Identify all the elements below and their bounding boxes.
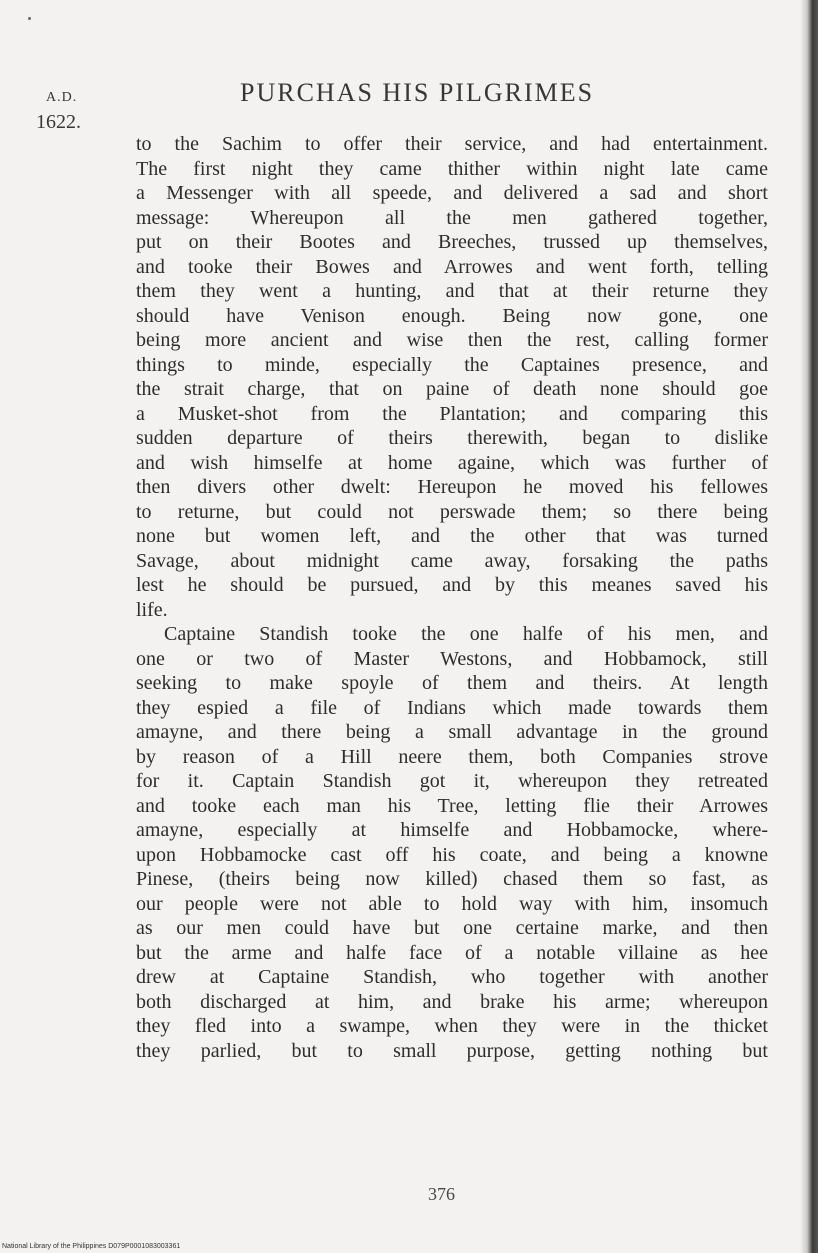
text-line: amayne, especially at himselfe and Hobbamocke, where-	[136, 819, 768, 841]
text-line: being more ancient and wise then the rest, calling former	[136, 329, 768, 351]
text-line: amayne, and there being a small advantage in the ground	[136, 721, 768, 743]
text-line: drew at Captaine Standish, who together with another	[136, 966, 768, 988]
text-line: for it. Captain Standish got it, whereupon they retreated	[136, 770, 768, 792]
text-line: message: Whereupon all the men gathered together,	[136, 206, 768, 229]
scan-footer: National Library of the Philippines D079P0001083003361	[2, 1243, 181, 1250]
text-line: then divers other dwelt: Hereupon he moved his fellowes	[136, 476, 768, 498]
text-line: Savage, about midnight came away, forsaking the paths	[136, 549, 768, 572]
text-line: them they went a hunting, and that at their returne they	[136, 280, 768, 302]
scan-edge-shadow	[800, 0, 818, 1253]
text-line: and wish himselfe at home againe, which was further of	[136, 451, 768, 474]
text-line: and tooke their Bowes and Arrowes and went forth, telling	[136, 255, 768, 278]
text-line: they parlied, but to small purpose, getting nothing but	[136, 1039, 768, 1062]
text-line: our people were not able to hold way with him, insomuch	[136, 892, 768, 915]
text-line: as our men could have but one certaine marke, and then	[136, 917, 768, 939]
text-line: should have Venison enough. Being now gone, one	[136, 304, 768, 327]
running-title: PURCHAS HIS PILGRIMES	[240, 78, 595, 107]
text-line: and tooke each man his Tree, letting flie their Arrowes	[136, 794, 768, 817]
text-line: life.	[136, 598, 168, 621]
text-line: the strait charge, that on paine of death none should goe	[136, 378, 768, 400]
text-line: none but women left, and the other that was turned	[136, 525, 768, 547]
text-line: sudden departure of theirs therewith, began to dislike	[136, 427, 768, 449]
text-line: The first night they came thither within night late came	[136, 157, 768, 180]
text-line: by reason of a Hill neere them, both Companies strove	[136, 745, 768, 768]
text-line: seeking to make spoyle of them and theirs. At length	[136, 672, 768, 694]
body-text	[136, 132, 768, 1063]
text-line: a Musket-shot from the Plantation; and comparing this	[136, 402, 768, 425]
text-line: they fled into a swampe, when they were in the thicket	[136, 1015, 768, 1037]
text-line: one or two of Master Westons, and Hobbamock, still	[136, 647, 768, 670]
text-line: Pinese, (theirs being now killed) chased them so fast, as	[136, 868, 768, 890]
text-line: things to minde, especially the Captaines presence, and	[136, 353, 768, 376]
text-line: put on their Bootes and Breeches, trussed up themselves,	[136, 231, 768, 253]
text-line: upon Hobbamocke cast off his coate, and being a knowne	[136, 843, 768, 866]
text-line: lest he should be pursued, and by this meanes saved his	[136, 574, 768, 596]
text-line: both discharged at him, and brake his arme; whereupon	[136, 990, 768, 1013]
scan-speck	[28, 17, 31, 20]
text-line: a Messenger with all speede, and delivered a sad and short	[136, 182, 768, 204]
page-number: 376	[428, 1184, 455, 1204]
text-line: they espied a file of Indians which made towards them	[136, 696, 768, 719]
margin-date-note	[36, 86, 106, 134]
text-line: but the arme and halfe face of a notable villaine as hee	[136, 941, 768, 964]
margin-ad: A.D.	[46, 90, 78, 105]
margin-year: 1622.	[36, 111, 81, 133]
text-line: to returne, but could not perswade them; so there being	[136, 500, 768, 523]
text-line: to the Sachim to offer their service, and had entertainment.	[136, 133, 768, 155]
text-line: Captaine Standish tooke the one halfe of his men, and	[164, 623, 768, 645]
